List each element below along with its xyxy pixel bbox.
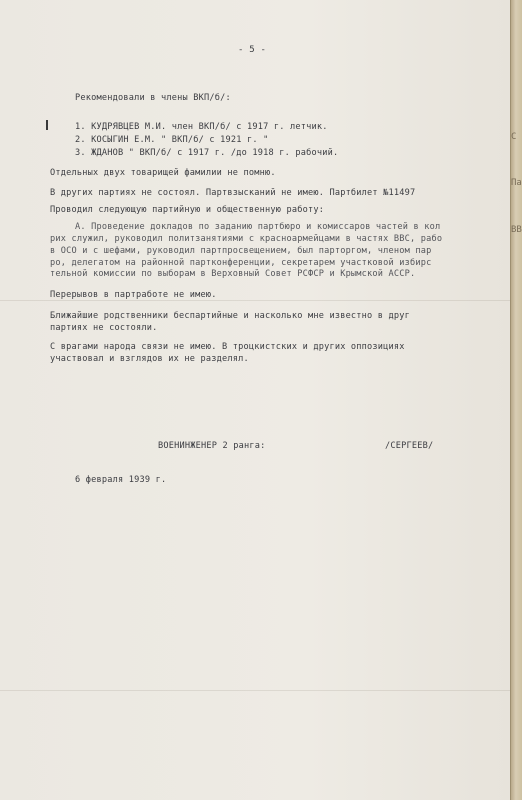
body-line: тельной комиссии по выборам в Верховный Совет РСФСР и Крымской АССР. xyxy=(50,269,416,279)
paragraph-line: С врагами народа связи не имею. В троцкистских и других оппозициях xyxy=(50,342,405,352)
margin-mark xyxy=(46,120,48,130)
recommender-line: 1. КУДРЯВЦЕВ М.И. член ВКП/б/ с 1917 г. летчик. xyxy=(75,122,328,132)
body-line: рих служил, руководил политзанятиями с красноармейцами в частях ВВС, рабо xyxy=(50,234,443,244)
page-number: - 5 - xyxy=(238,45,267,55)
paragraph-line: партиях не состояли. xyxy=(50,323,158,333)
edge-mark: Па xyxy=(511,178,522,188)
body-line: Отдельных двух товарищей фамилии не помню. xyxy=(50,168,276,178)
paper-crease xyxy=(0,690,510,691)
paper-crease xyxy=(0,300,510,301)
recommender-line: 3. ЖДАНОВ " ВКП/б/ с 1917 г. /до 1918 г. рабочий. xyxy=(75,148,339,158)
paragraph-line: участвовал и взглядов их не разделял. xyxy=(50,354,249,364)
paragraph-line: Перерывов в партработе не имею. xyxy=(50,290,217,300)
edge-mark: С xyxy=(511,132,517,142)
document-date: 6 февраля 1939 г. xyxy=(75,475,167,485)
edge-mark: ВВ xyxy=(511,225,522,235)
recommenders-heading: Рекомендовали в члены ВКП/б/: xyxy=(75,93,231,103)
body-line: В других партиях не состоял. Партвзысканий не имею. Партбилет №11497 xyxy=(50,188,416,198)
body-line: Проводил следующую партийную и общественную работу: xyxy=(50,205,325,215)
recommender-line: 2. КОСЫГИН Е.М. " ВКП/б/ с 1921 г. " xyxy=(75,135,269,145)
paragraph-line: Ближайшие родственники беспартийные и насколько мне известно в друг xyxy=(50,311,411,321)
body-line: в ОСО и с шефами, руководил партпросвещением, был парторгом, членом пар xyxy=(50,246,432,256)
signature-name: /СЕРГЕЕВ/ xyxy=(385,441,434,451)
body-line: А. Проведение докладов по заданию партбюро и комиссаров частей в кол xyxy=(75,222,441,232)
signature-rank: ВОЕНИНЖЕНЕР 2 ранга: xyxy=(158,441,266,451)
adjacent-page-edge xyxy=(510,0,522,800)
body-line: ро, делегатом на районной партконференции, секретарем участковой избирс xyxy=(50,258,432,268)
